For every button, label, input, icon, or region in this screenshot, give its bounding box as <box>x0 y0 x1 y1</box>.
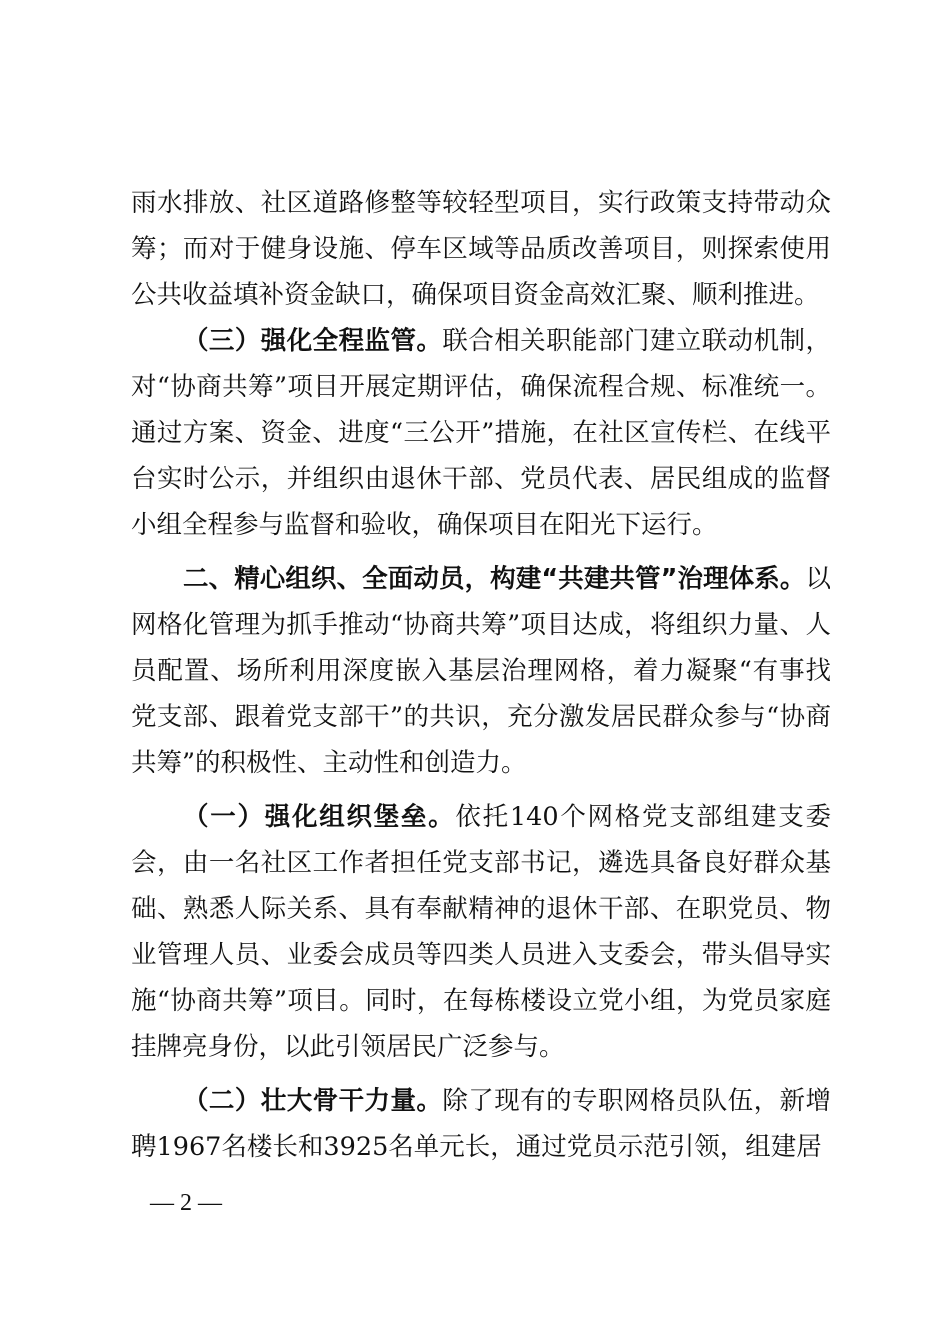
paragraph-5-text: 除了现有的专职网格员队伍，新增聘1967名楼长和3925名单元长，通过党员示范引领，组建居 <box>131 1086 831 1162</box>
paragraph-supervision <box>131 318 831 548</box>
paragraph-backbone <box>131 1078 831 1170</box>
paragraph-2-text: 联合相关职能部门建立联动机制，对“协商共筹”项目开展定期评估，确保流程合规、标准统一。通过方案、资金、进度“三公开”措施，在社区宣传栏、在线平台实时公示，并组织由退休干部、党员代表、居民组成的监督小组全程参与监督和验收，确保项目在阳光下运行。 <box>131 326 831 540</box>
paragraph-2-lead: （三）强化全程监管。 <box>183 326 443 356</box>
paragraph-4-text: 依托140个网格党支部组建支委会，由一名社区工作者担任党支部书记，遴选具备良好群众基础、熟悉人际关系、具有奉献精神的退休干部、在职党员、物业管理人员、业委会成员等四类人员进入支委会，带头倡导实施“协商共筹”项目。同时，在每栋楼设立党小组，为党员家庭挂牌亮身份，以此引领居民广泛参与。 <box>131 802 831 1062</box>
paragraph-1-text: 雨水排放、社区道路修整等较轻型项目，实行政策支持带动众筹；而对于健身设施、停车区域等品质改善项目，则探索使用公共收益填补资金缺口，确保项目资金高效汇聚、顺利推进。 <box>131 188 831 310</box>
paragraph-organization <box>131 794 831 1070</box>
paragraph-4-lead: （一）强化组织堡垒。 <box>183 802 456 832</box>
page-number: — 2 — <box>150 1190 222 1216</box>
paragraph-5-lead: （二）壮大骨干力量。 <box>183 1086 443 1116</box>
paragraph-continuation <box>131 180 831 318</box>
section-heading: 二、精心组织、全面动员，构建“共建共管”治理体系。 <box>183 564 806 594</box>
paragraph-3-text: 以网格化管理为抓手推动“协商共筹”项目达成，将组织力量、人员配置、场所利用深度嵌入基层治理网格，着力凝聚“有事找党支部、跟着党支部干”的共识，充分激发居民群众参与“协商共筹”的积极性、主动性和创造力。 <box>131 564 831 778</box>
document-body <box>131 180 831 1170</box>
section-heading-paragraph <box>131 556 831 786</box>
